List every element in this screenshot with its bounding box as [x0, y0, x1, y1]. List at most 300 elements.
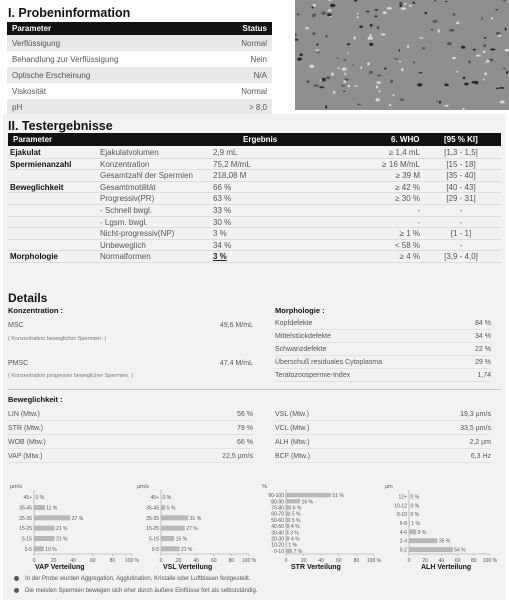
category-label: 4-6: [399, 529, 407, 536]
cell-particle: [376, 98, 380, 101]
bar-value-label: 0 %: [410, 512, 420, 519]
testergebnisse-header: [8, 133, 501, 146]
cell-particle: [506, 71, 508, 74]
x-tick-label: 20: [422, 558, 428, 564]
morphologie-title: Morphologie :: [275, 306, 325, 315]
cell-particle: [312, 7, 314, 9]
x-tick-label: 40: [193, 558, 199, 564]
x-tick-label: 60: [90, 558, 96, 564]
cell-particle: [445, 1, 448, 2]
cell-particle: [491, 17, 493, 19]
bar-value-label: 21 %: [56, 526, 68, 533]
cell-particle: [483, 51, 486, 54]
cell-particle: [312, 32, 315, 35]
header-status: Status: [242, 24, 267, 33]
cell-particle: [438, 29, 440, 33]
cell-particle: [314, 85, 319, 87]
who-reference: ≥ 4 %: [399, 252, 420, 262]
bar: [409, 547, 453, 552]
category-label: 0-10: [273, 548, 284, 555]
bar-value-label: 16 %: [301, 499, 313, 506]
cell-particle: [504, 0, 506, 2]
beweglichkeit-row: [275, 424, 491, 435]
bar-value-label: 0 %: [162, 495, 172, 502]
cell-particle: [347, 52, 349, 53]
cell-particle: [374, 16, 377, 18]
bar-value-label: 21 %: [56, 536, 68, 543]
table-row: [8, 251, 501, 263]
cell-particle: [306, 80, 309, 83]
morphologie-row: [275, 371, 491, 382]
cell-particle: [463, 108, 465, 110]
bar-value-label: 51 %: [332, 493, 344, 500]
cell-particle: [464, 83, 469, 86]
row-label: Optische Erscheinung: [12, 70, 91, 80]
cell-particle: [333, 91, 336, 94]
row-value: 1,74: [477, 372, 491, 379]
morphologie-row: [275, 332, 491, 343]
confidence-interval: -: [459, 217, 463, 227]
cell-particle: [376, 81, 381, 83]
beweglichkeit-row: [275, 438, 491, 449]
row-value: > 8,0: [248, 102, 267, 112]
bar-value-label: 4 %: [291, 524, 300, 531]
cell-particle: [496, 32, 501, 35]
cell-particle: [315, 49, 320, 50]
category-label: 5-15: [148, 536, 159, 543]
cell-particle: [399, 5, 402, 7]
cell-particle: [331, 73, 334, 76]
cell-particle: [490, 48, 495, 50]
x-tick-label: 40: [70, 558, 76, 564]
cell-particle: [384, 67, 387, 69]
bar-value-label: 15 %: [175, 536, 188, 543]
axis-unit-label: µm: [385, 484, 393, 490]
row-value: Normal: [241, 86, 267, 96]
bar: [286, 536, 290, 540]
cell-particle: [327, 13, 332, 16]
cell-particle: [456, 71, 458, 73]
note-text: In der Probe wurden Aggregation, Agglutination, Kristalle oder Luftblasen festgestellt.: [25, 576, 251, 583]
category-label: 12+: [398, 494, 407, 501]
table-row: [8, 147, 501, 159]
result-value: 63 %: [213, 194, 232, 204]
cell-particle: [369, 34, 371, 37]
category-label: 5-15: [21, 536, 32, 543]
header-parameter: Parameter: [12, 24, 52, 33]
cell-particle: [417, 83, 422, 86]
cell-particle: [400, 99, 404, 101]
group-label: Morphologie: [10, 252, 58, 262]
who-reference: ≥ 30 %: [395, 194, 420, 204]
cell-particle: [476, 55, 481, 57]
category-label: 0-5: [24, 546, 32, 553]
morphologie-row: [275, 345, 491, 356]
bar: [286, 543, 287, 547]
cell-particle: [313, 4, 316, 7]
row-value: 29 %: [475, 359, 491, 366]
note-text: Die meisten Spermien bewegen sich eher durch äußere Einflüsse fort als selbstständig.: [25, 588, 258, 595]
row-label: Verflüssigung: [12, 38, 61, 48]
parameter-label: Unbeweglich: [100, 240, 146, 250]
cell-particle: [342, 67, 347, 70]
category-label: 35-45: [19, 505, 32, 512]
confidence-interval: [1,3 - 1,5]: [444, 148, 478, 157]
cell-particle: [486, 60, 490, 63]
cell-particle: [366, 11, 370, 13]
bar: [34, 546, 44, 551]
details-title: Details: [8, 291, 48, 305]
cell-particle: [453, 13, 456, 16]
confidence-interval: [3,9 - 4,0]: [444, 252, 478, 262]
bar-value-label: 5 %: [291, 511, 301, 518]
cell-particle: [341, 85, 345, 87]
cell-particle: [444, 84, 449, 87]
cell-particle: [503, 68, 506, 70]
cell-particle: [404, 3, 407, 5]
row-label: Kopfdefekte: [275, 320, 313, 327]
bar-value-label: 10 %: [45, 546, 57, 553]
row-label: VCL (Mtw.): [275, 425, 310, 432]
cell-particle: [347, 43, 351, 45]
vsl-chart: [133, 482, 263, 564]
cell-particle: [352, 64, 354, 66]
cell-particle: [419, 37, 423, 38]
bar: [286, 505, 291, 509]
who-reference: ≥ 39 M: [395, 171, 420, 181]
cell-particle: [483, 78, 485, 80]
row-label: Teratozoospermie-Index: [275, 372, 351, 379]
testergebnisse-rows: [8, 147, 501, 263]
bar-value-label: 21 %: [180, 546, 193, 553]
parameter-label: Nicht-progressiv(NP): [100, 229, 175, 239]
cell-particle: [297, 58, 302, 61]
cell-particle: [449, 29, 454, 32]
cell-particle: [483, 44, 487, 47]
cell-particle: [367, 62, 370, 65]
cell-particle: [399, 61, 401, 63]
cell-particle: [401, 7, 406, 10]
cell-particle: [393, 94, 395, 96]
x-tick-label: 60: [336, 558, 342, 564]
cell-particle: [330, 4, 335, 8]
x-tick-label: 40: [318, 558, 324, 564]
confidence-interval: [29 - 31]: [446, 194, 476, 204]
confidence-interval: [15 - 18]: [446, 159, 476, 169]
table-row: [8, 205, 501, 217]
bar: [286, 549, 292, 553]
group-label: Ejakulat: [10, 148, 41, 157]
testergebnisse-section: [3, 114, 506, 600]
who-reference: ≥ 1,4 mL: [388, 148, 420, 157]
parameter-label: Progressiv(PR): [100, 194, 155, 204]
cell-particle: [505, 28, 507, 31]
cell-particle: [389, 104, 391, 106]
category-label: 20-30: [271, 536, 284, 543]
cell-particle: [500, 101, 505, 104]
cell-particle: [461, 46, 465, 49]
category-label: 35-45: [146, 505, 159, 512]
bar-value-label: 4 %: [291, 536, 300, 543]
msc-value: 49,6 M/mL: [219, 322, 253, 329]
category-label: 6-8: [399, 521, 407, 527]
cell-particle: [344, 73, 346, 76]
bar-value-label: 7 %: [293, 548, 303, 555]
cell-particle: [369, 43, 373, 46]
row-value: 84 %: [475, 320, 491, 327]
category-label: 60-70: [271, 511, 284, 518]
category-label: 40-50: [271, 524, 284, 531]
bar-value-label: 3 %: [290, 530, 299, 537]
table-row: [8, 159, 501, 171]
cell-particle: [399, 2, 403, 5]
bullet-icon: [14, 576, 19, 581]
bar-value-label: 0 %: [410, 494, 420, 501]
cell-particle: [325, 105, 327, 108]
x-tick-label: 60: [454, 558, 461, 564]
testergebnisse-title: II. Testergebnisse: [8, 119, 113, 133]
row-label: Überschuß residuales Cytoplasma: [275, 359, 382, 366]
category-label: 15-25: [146, 526, 159, 533]
cell-particle: [300, 53, 303, 56]
cell-particle: [430, 29, 433, 30]
cell-particle: [376, 85, 378, 88]
confidence-interval: [35 - 40]: [446, 171, 476, 181]
row-label: Behandlung zur Verflüssigung: [12, 54, 119, 64]
table-row: [8, 170, 501, 182]
x-tick-label: 0: [159, 558, 163, 564]
group-label: Spermienanzahl: [10, 159, 72, 169]
parameter-label: Normalformen: [100, 252, 151, 262]
row-label: pH: [12, 102, 23, 112]
cell-particle: [499, 87, 504, 89]
result-value: 33 %: [213, 205, 232, 215]
table-row: [7, 51, 272, 67]
group-label: Beweglichkeit: [10, 182, 64, 192]
bar: [286, 518, 290, 522]
x-tick-label: 0: [407, 558, 411, 564]
cell-particle: [295, 39, 299, 41]
cell-particle: [425, 12, 428, 14]
beweglichkeit-row: [275, 452, 491, 463]
table-row: [7, 99, 272, 115]
result-value: 2,9 mL: [213, 148, 238, 157]
row-value: Normal: [241, 38, 267, 48]
vap-chart-title: VAP Verteilung: [35, 564, 85, 571]
cell-particle: [422, 47, 425, 49]
parameter-label: Gesamtzahl der Spermien: [100, 171, 193, 181]
bar-value-label: 11 %: [46, 505, 58, 512]
note-item: [14, 588, 257, 594]
parameter-label: - Schnell bwgl.: [100, 205, 153, 215]
bar-value-label: 5 %: [166, 505, 176, 512]
microscope-image-graphic: [295, 0, 509, 110]
cell-particle: [436, 100, 438, 102]
cell-particle: [495, 9, 498, 10]
category-label: 50-60: [271, 517, 284, 524]
header-who: 6. WHO: [391, 135, 420, 144]
cell-particle: [322, 78, 326, 82]
bar-value-label: 9 %: [417, 529, 427, 536]
str-chart: [258, 482, 388, 564]
cell-particle: [336, 57, 339, 58]
probeninformation-table: [7, 22, 272, 115]
cell-particle: [360, 66, 362, 69]
cell-particle: [314, 13, 316, 16]
row-value: 19,3 µm/s: [460, 411, 491, 418]
cell-particle: [343, 59, 346, 61]
row-label: ALH (Mtw.): [275, 439, 310, 446]
cell-particle: [434, 0, 436, 2]
result-value: 66 %: [213, 182, 232, 192]
bar: [286, 512, 290, 516]
x-tick-label: 20: [300, 558, 307, 564]
beweglichkeit-row: [8, 410, 253, 421]
cell-particle: [481, 17, 483, 20]
row-label: LIN (Mtw.): [8, 411, 40, 418]
category-label: 15-25: [19, 526, 32, 533]
row-value: 66 %: [237, 439, 253, 446]
cell-particle: [390, 80, 393, 83]
cell-particle: [378, 90, 380, 92]
bar-value-label: 27 %: [186, 526, 198, 533]
vsl-chart-svg: [133, 482, 263, 564]
cell-particle: [419, 72, 423, 73]
row-value: 2,2 µm: [469, 439, 491, 446]
row-label: Mittelstückdefekte: [275, 333, 332, 340]
cell-particle: [309, 65, 314, 68]
bar-value-label: 6 %: [292, 505, 302, 512]
str-chart-title: STR Verteilung: [291, 564, 341, 571]
vsl-chart-title: VSL Verteilung: [163, 564, 213, 571]
cell-particle: [445, 105, 449, 107]
result-value: 3 %: [213, 229, 227, 239]
cell-particle: [375, 9, 379, 11]
bullet-icon: [14, 588, 19, 593]
alh-chart: [381, 482, 504, 564]
cell-particle: [463, 77, 466, 80]
parameter-label: Konzentration: [100, 159, 150, 169]
cell-particle: [447, 42, 452, 45]
bar: [34, 505, 45, 510]
bar: [409, 538, 437, 543]
x-tick-label: 100 %: [241, 558, 257, 564]
category-label: 0-2: [399, 547, 407, 554]
table-row: [8, 217, 501, 229]
bar-value-label: 0 %: [35, 495, 45, 502]
bar: [34, 515, 70, 520]
category-label: 10-12: [394, 503, 407, 510]
microscope-image: [295, 0, 509, 110]
x-tick-label: 100 %: [482, 558, 498, 564]
cell-particle: [305, 27, 309, 29]
pmsc-note: ( Konzentration progressiv beweglicher Spermien. ): [8, 373, 134, 379]
x-tick-label: 80: [228, 558, 235, 564]
x-tick-label: 0: [32, 558, 36, 564]
cell-particle: [359, 25, 363, 28]
cell-particle: [295, 33, 297, 36]
category-label: 2-4: [399, 538, 407, 545]
row-value: N/A: [253, 70, 267, 80]
who-reference: ≥ 1 %: [399, 229, 420, 239]
bar: [409, 521, 410, 526]
row-label: VAP (Mtw.): [8, 453, 43, 460]
parameter-label: - Lgsm. bwgl.: [100, 217, 148, 227]
header-parameter: Parameter: [13, 135, 53, 144]
cell-particle: [383, 11, 387, 14]
cell-particle: [473, 49, 476, 51]
cell-particle: [433, 20, 438, 23]
bar-value-label: 31 %: [189, 515, 202, 522]
bar: [34, 526, 55, 531]
x-tick-label: 40: [438, 558, 445, 564]
beweglichkeit-row: [8, 452, 253, 463]
bar: [161, 505, 165, 510]
confidence-interval: [40 - 43]: [446, 182, 476, 192]
table-row: [8, 193, 501, 205]
row-label: BCF (Mtw.): [275, 453, 310, 460]
alh-chart-svg: [381, 482, 504, 564]
confidence-interval: -: [459, 205, 463, 215]
cell-particle: [326, 35, 328, 37]
cell-particle: [297, 13, 300, 15]
cell-particle: [326, 76, 330, 79]
row-label: Viskosität: [12, 86, 47, 96]
row-value: 56 %: [237, 411, 253, 418]
bar: [161, 546, 179, 551]
cell-particle: [439, 101, 441, 104]
x-tick-label: 80: [109, 558, 116, 564]
result-value: 30 %: [213, 217, 232, 227]
who-reference: ≥ 42 %: [395, 182, 420, 192]
table-row: [8, 228, 501, 240]
result-value: 34 %: [213, 240, 232, 250]
row-label: STR (Mtw.): [8, 425, 43, 432]
bar-value-label: 1 %: [411, 521, 420, 527]
probeninformation-header: [7, 22, 272, 35]
bar: [161, 515, 188, 520]
cell-particle: [377, 26, 380, 29]
row-label: WOB (Mtw.): [8, 439, 46, 446]
row-value: Nein: [250, 54, 267, 64]
header-ergebnis: Ergebnis: [243, 135, 278, 144]
who-reference: < 58 %: [394, 240, 420, 250]
note-item: [14, 576, 250, 582]
vap-chart-svg: [6, 482, 146, 564]
beweglichkeit-row: [8, 438, 253, 449]
category-label: 0-5: [151, 546, 159, 553]
cell-particle: [381, 33, 386, 35]
x-tick-label: 20: [50, 558, 57, 564]
cell-particle: [468, 60, 471, 63]
axis-unit-label: %: [262, 484, 267, 490]
category-label: 45+: [23, 495, 32, 502]
cell-particle: [343, 91, 345, 92]
table-row: [8, 182, 501, 194]
cell-particle: [505, 49, 509, 52]
pmsc-label: PMSC: [8, 360, 29, 367]
bar-value-label: 37 %: [71, 515, 84, 522]
bar: [161, 526, 185, 531]
category-label: 45+: [150, 495, 159, 502]
who-reference: -: [417, 205, 420, 215]
cell-particle: [344, 78, 348, 80]
category-label: 70-80: [271, 505, 284, 512]
beweglichkeit-title: Beweglichkeit :: [8, 395, 63, 404]
x-tick-label: 0: [284, 558, 288, 564]
cell-particle: [321, 12, 326, 15]
cell-particle: [317, 52, 320, 53]
